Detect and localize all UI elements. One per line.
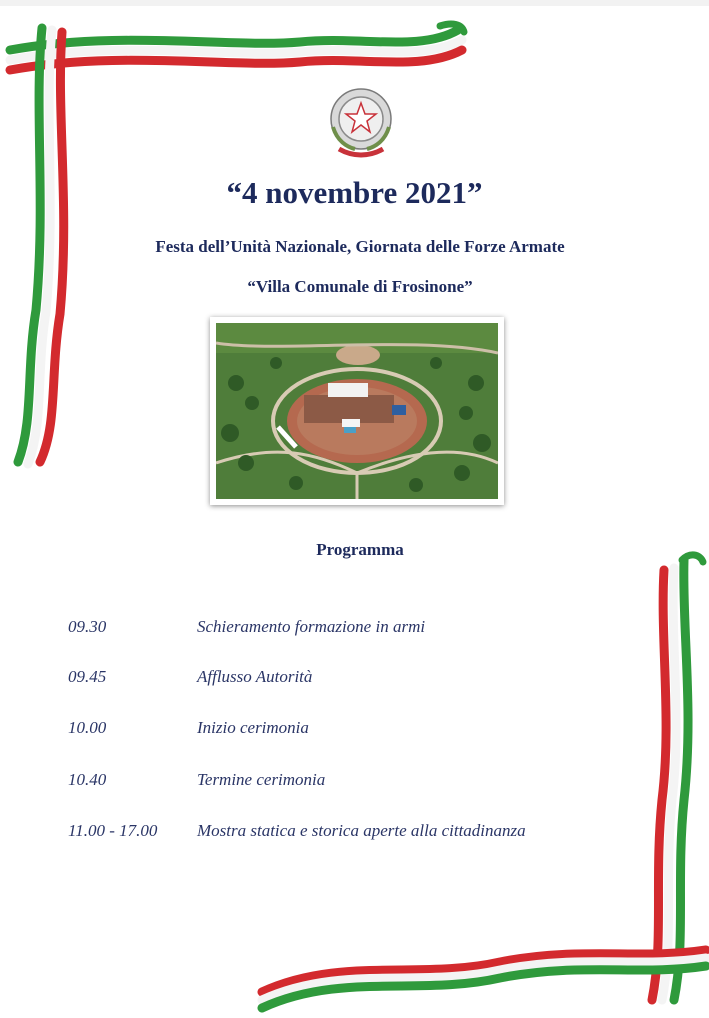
schedule-event: Inizio cerimonia [197,718,309,737]
schedule-row [0,821,709,845]
aerial-park-photo [210,317,504,505]
schedule-row [0,770,709,794]
schedule-time: 09.45 [68,667,107,686]
schedule-row [0,617,709,641]
schedule-time: 11.00 - 17.00 [68,821,158,840]
schedule-event: Schieramento formazione in armi [197,617,426,636]
page-title: “4 novembre 2021” [226,175,483,210]
schedule-row [0,718,709,742]
schedule-time: 10.00 [68,718,107,737]
schedule-event: Afflusso Autorità [197,667,313,686]
italian-republic-emblem-icon [325,83,397,163]
event-location: “Villa Comunale di Frosinone” [247,277,473,296]
schedule-event: Termine cerimonia [197,770,326,789]
ribbon-top [10,24,464,70]
schedule-event: Mostra statica e storica aperte alla cittadinanza [197,821,526,840]
schedule-time: 09.30 [68,617,107,636]
event-subtitle: Festa dell’Unità Nazionale, Giornata delle Forze Armate [155,237,565,256]
schedule-time: 10.40 [68,770,107,789]
program-heading: Programma [316,540,404,559]
ribbon-bottom [262,950,706,1008]
schedule-row [0,667,709,691]
